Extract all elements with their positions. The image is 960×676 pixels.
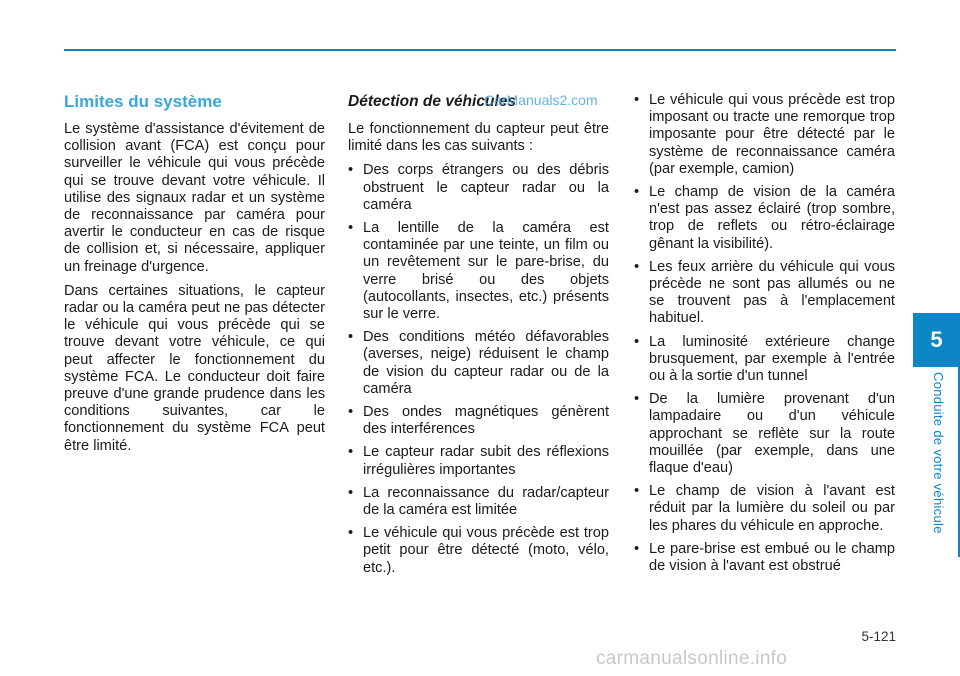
- chapter-tab: 5: [913, 313, 960, 367]
- watermark-top: CarManuals2.com: [484, 92, 598, 108]
- bullet-list: [634, 92, 895, 575]
- paragraph: Dans certaines situations, le capteur radar ou la caméra peut ne pas détecter le véhicule qui vous précède qui se trouve devant votre véhicule, ce qui peut affecter le fonctionnement du système FCA. Le conducteur doit faire preuve d'une grande prudence dans les conditions suivantes, car le fonctionnement du système FCA peut être limité.: [64, 282, 325, 454]
- list-item: • Le capteur radar subit des réflexions irrégulières importantes: [348, 444, 609, 478]
- page-number: 5-121: [861, 629, 896, 644]
- list-item: • La luminosité extérieure change brusquement, par exemple à l'entrée ou à la sortie d'un tunnel: [634, 334, 895, 386]
- list-item: • Des corps étrangers ou des débris obstruent le capteur radar ou la caméra: [348, 162, 609, 214]
- column-middle: [348, 92, 609, 583]
- paragraph: Le système d'assistance d'évitement de collision avant (FCA) est conçu pour surveiller le véhicule qui vous précède qui se trouve devant votre véhicule. Il utilise des signaux radar et un système de reconnaissance par caméra pour avertir le conducteur en cas de risque de collision et, si nécessaire, appliquer un freinage d'urgence.: [64, 121, 325, 275]
- column-left: [64, 92, 325, 462]
- list-item: • Des conditions météo défavorables (averses, neige) réduisent le champ de vision du capteur radar ou de la caméra: [348, 329, 609, 398]
- intro-paragraph: Le fonctionnement du capteur peut être limité dans les cas suivants :: [348, 121, 609, 155]
- list-item: • Le pare-brise est embué ou le champ de vision à l'avant est obstrué: [634, 541, 895, 575]
- section-title: Limites du système: [64, 92, 222, 111]
- list-item: • La reconnaissance du radar/capteur de la caméra est limitée: [348, 485, 609, 519]
- list-item: • La lentille de la caméra est contaminée par une teinte, un film ou un revêtement sur le pare-brise, du verre brisé ou des objets (autocollants, insectes, etc.) présents sur le verre.: [348, 220, 609, 323]
- list-item: • Les feux arrière du véhicule qui vous précède ne sont pas allumés ou ne se trouvent pas à l'emplacement habituel.: [634, 259, 895, 328]
- header-rule: [64, 49, 896, 51]
- list-item: • De la lumière provenant d'un lampadaire ou d'un véhicule approchant se reflète sur la route mouillée (par exemple, dans une flaque d'eau): [634, 391, 895, 477]
- chapter-label: Conduite de votre véhicule: [931, 372, 946, 534]
- list-item: • Le champ de vision à l'avant est réduit par la lumière du soleil ou par les phares du véhicule en approche.: [634, 483, 895, 535]
- column-right: [634, 92, 895, 581]
- watermark-bottom: carmanualsonline.info: [596, 648, 788, 669]
- bullet-list: [348, 162, 609, 576]
- list-item: • Le champ de vision de la caméra n'est pas assez éclairé (trop sombre, trop de reflets ou rétro-éclairage gênant la visibilité).: [634, 184, 895, 253]
- list-item: • Le véhicule qui vous précède est trop imposant ou tracte une remorque trop imposante pour être détecté par le système de reconnaissance caméra (par exemple, camion): [634, 92, 895, 178]
- subsection-title: Détection de véhicules: [348, 93, 516, 110]
- list-item: • Des ondes magnétiques génèrent des interférences: [348, 404, 609, 438]
- list-item: • Le véhicule qui vous précède est trop petit pour être détecté (moto, vélo, etc.).: [348, 525, 609, 577]
